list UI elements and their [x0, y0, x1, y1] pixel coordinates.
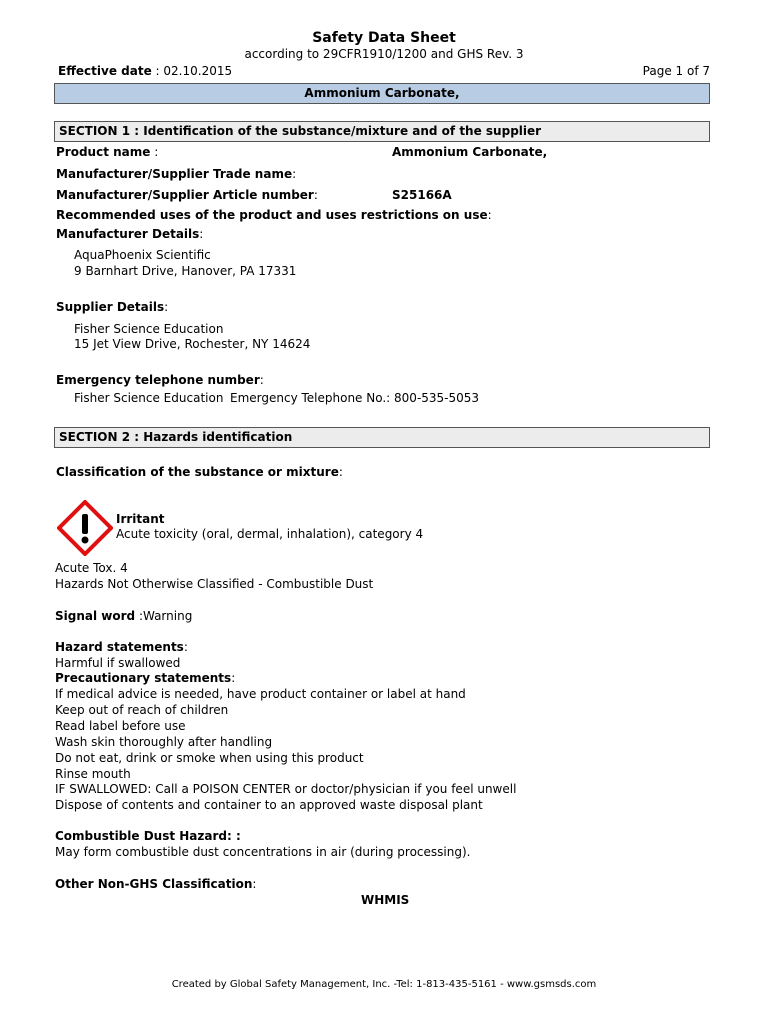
product-banner: Ammonium Carbonate,	[54, 83, 710, 104]
effective-date-label: Effective date	[58, 64, 152, 78]
hazard-statement: Harmful if swallowed	[55, 656, 181, 670]
hazard-class: Irritant	[116, 512, 165, 526]
supplier-address: 15 Jet View Drive, Rochester, NY 14624	[74, 337, 311, 351]
combustible-dust-text: May form combustible dust concentrations in air (during processing).	[55, 845, 471, 859]
section-2-heading: SECTION 2 : Hazards identification	[54, 427, 710, 448]
manufacturer-details-label: Manufacturer Details:	[56, 227, 204, 241]
effective-date	[58, 64, 232, 78]
page-number: Page 1 of 7	[642, 64, 710, 78]
pictogram-dot	[82, 537, 89, 544]
product-name-label: Product name :	[56, 145, 159, 159]
article-number-value: S25166A	[392, 188, 452, 202]
trade-name-label: Manufacturer/Supplier Trade name:	[56, 167, 297, 181]
precautionary-statement: Rinse mouth	[55, 767, 131, 781]
precautionary-statement: Do not eat, drink or smoke when using this product	[55, 751, 364, 765]
whmis-heading: WHMIS	[361, 893, 410, 907]
footer-text: Created by Global Safety Management, Inc. -Tel: 1-813-435-5161 - www.gsmsds.com	[171, 979, 597, 990]
exclamation-mark-icon	[57, 500, 113, 556]
emergency-org: Fisher Science Education	[74, 391, 224, 405]
hazard-statements-label: Hazard statements:	[55, 640, 188, 654]
section-1-heading: SECTION 1 : Identification of the substance/mixture and of the supplier	[54, 121, 710, 142]
precautionary-statement: Read label before use	[55, 719, 186, 733]
hnoc-classification: Hazards Not Otherwise Classified - Combustible Dust	[55, 577, 374, 591]
acute-tox-classification: Acute Tox. 4	[55, 561, 128, 575]
manufacturer-name: AquaPhoenix Scientific	[74, 248, 211, 262]
manufacturer-address: 9 Barnhart Drive, Hanover, PA 17331	[74, 264, 297, 278]
article-number-label: Manufacturer/Supplier Article number:	[56, 188, 318, 202]
other-classification-label: Other Non-GHS Classification:	[55, 877, 257, 891]
precautionary-statements-label: Precautionary statements:	[55, 671, 236, 685]
document-title: Safety Data Sheet	[312, 30, 456, 46]
precautionary-statement: Keep out of reach of children	[55, 703, 229, 717]
precautionary-statement: If medical advice is needed, have product container or label at hand	[55, 687, 466, 701]
recommended-uses-label: Recommended uses of the product and uses restrictions on use:	[56, 208, 492, 222]
precautionary-statement: Wash skin thoroughly after handling	[55, 735, 273, 749]
signal-word: Signal word :Warning	[55, 609, 193, 623]
precautionary-statement: IF SWALLOWED: Call a POISON CENTER or doctor/physician if you feel unwell	[55, 782, 517, 796]
product-name-value: Ammonium Carbonate,	[392, 145, 548, 159]
classification-label: Classification of the substance or mixture:	[56, 465, 343, 479]
effective-date-value: 02.10.2015	[163, 64, 233, 78]
pictogram-bar	[82, 514, 88, 534]
emergency-phone: Emergency Telephone No.: 800-535-5053	[230, 391, 480, 405]
emergency-phone-label: Emergency telephone number:	[56, 373, 264, 387]
supplier-name: Fisher Science Education	[74, 322, 224, 336]
hazard-description: Acute toxicity (oral, dermal, inhalation), category 4	[116, 527, 424, 541]
combustible-dust-label: Combustible Dust Hazard: :	[55, 829, 241, 843]
supplier-details-label: Supplier Details:	[56, 300, 169, 314]
precautionary-statement: Dispose of contents and container to an approved waste disposal plant	[55, 798, 483, 812]
document-subtitle: according to 29CFR1910/1200 and GHS Rev. 3	[244, 47, 524, 61]
effective-date-separator: :	[151, 64, 164, 78]
